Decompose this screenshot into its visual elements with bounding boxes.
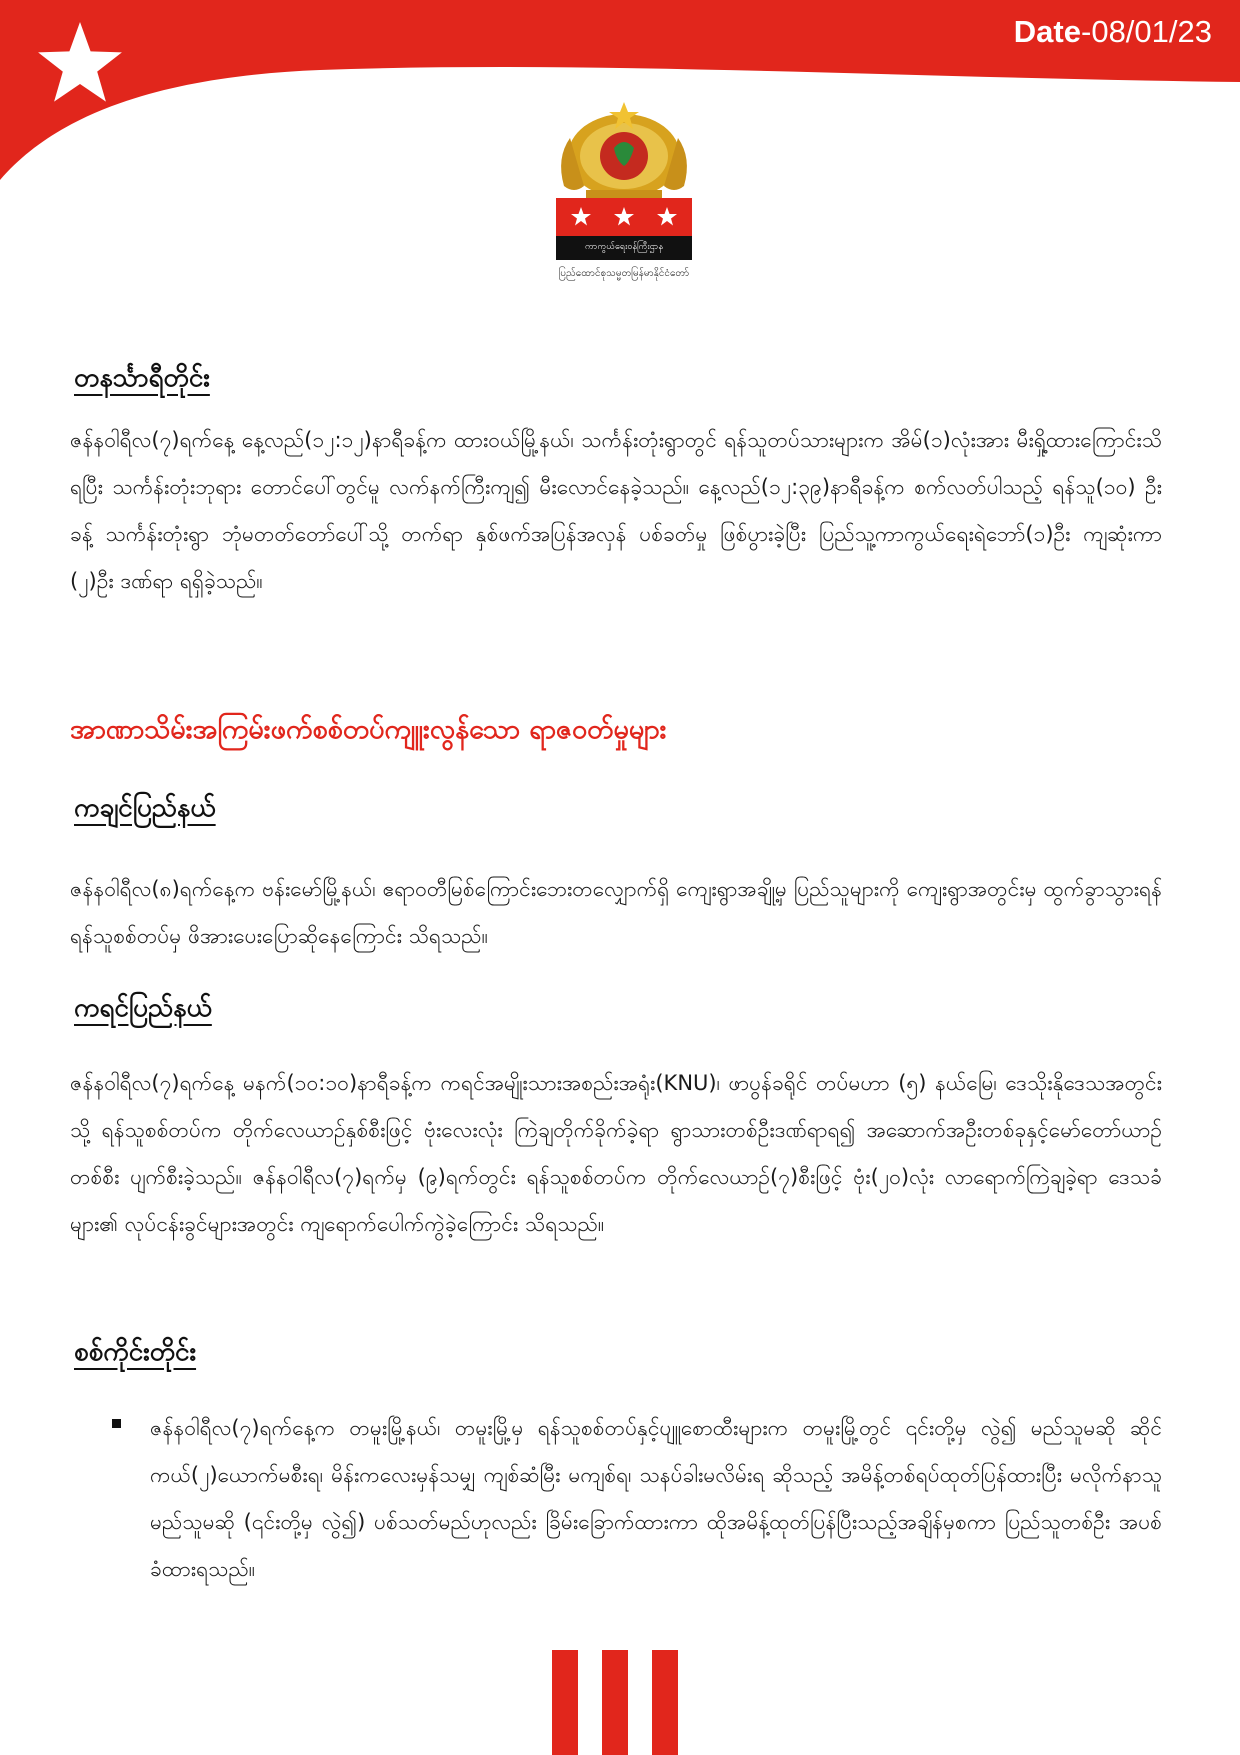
heading-karen: ကရင်ပြည်နယ် [74, 993, 212, 1023]
date-label: Date [1013, 14, 1081, 49]
violations-title: အာဏာသိမ်းအကြမ်းဖက်စစ်တပ်ကျူးလွန်သော ရာဇဝတ်မှုများ [70, 714, 667, 745]
paragraph-karen: ဇန်နဝါရီလ(၇)ရက်နေ့ မနက်(၁၀:၁၀)နာရီခန့်က ကရင်အမျိုးသားအစည်းအရုံး(KNU)၊ ဖာပွန်ခရိုင် တပ်မဟာ (၅) နယ်မြေ၊ ဒေသိုးနိုဒေသအတွင်းသို့ ရန်သူစစ်တပ်က တိုက်လေယာဉ်နှစ်စီးဖြင့် ဗုံးလေးလုံး ကြဲချတိုက်ခိုက်ခဲ့ရာ ရွာသားတစ်ဦးဒဏ်ရာရ၍ အဆောက်အဦးတစ်ခုနှင့်မော်တော်ယာဉ်တစ်စီး ပျက်စီးခဲ့သည်။ ဇန်နဝါရီလ(၇)ရက်မှ (၉)ရက်တွင်း ရန်သူစစ်တပ်က တိုက်လေယာဉ်(၇)စီးဖြင့် ဗုံး(၂၀)လုံး လာရောက်ကြဲချခဲ့ရာ ဒေသခံများ၏ လုပ်ငန်းခွင်များအတွင်း ကျရောက်ပေါက်ကွဲခဲ့ကြောင်း သိရသည်။ [70, 1071, 1162, 1236]
bullet-icon [112, 1419, 121, 1428]
document-date [1014, 14, 1212, 50]
footer-bars [552, 1650, 678, 1755]
paragraph-kachin: ဇန်နဝါရီလ(၈)ရက်နေ့က ဗန်းမော်မြို့နယ်၊ ဧရာဝတီမြစ်ကြောင်းဘေးတလျှောက်ရှိ ကျေးရွာအချို့မှ ပြည်သူများကို ကျေးရွာအတွင်းမှ ထွက်ခွာသွားရန် ရန်သူစစ်တပ်မှ ဖိအားပေးပြောဆိုနေကြောင်း သိရသည်။ [70, 877, 1162, 948]
list-item [112, 1405, 1162, 1593]
emblem-caption: ပြည်ထောင်စုသမ္မတမြန်မာနိုင်ငံတော် [558, 268, 690, 279]
heading-sagaing: စစ်ကိုင်းတိုင်း [74, 1337, 197, 1367]
emblem-band-text: ကာကွယ်ရေးဝန်ကြီးဌာန [584, 242, 664, 252]
heading-kachin: ကချင်ပြည်နယ် [74, 793, 216, 823]
footer-bar [652, 1650, 678, 1755]
heading-tanintharyi: တနင်္သာရီတိုင်း [74, 363, 210, 393]
footer-bar [552, 1650, 578, 1755]
state-seal-icon [544, 98, 704, 288]
footer-bar [602, 1650, 628, 1755]
date-value: -08/01/23 [1081, 14, 1212, 49]
bullet-text-sagaing: ဇန်နဝါရီလ(၇)ရက်နေ့က တမူးမြို့နယ်၊ တမူးမြို့မှ ရန်သူစစ်တပ်နှင့်ပျူစောထီးများက တမူးမြို့တွင် ၎င်းတို့မှ လွဲ၍ မည်သူမဆို ဆိုင်ကယ်(၂)ယောက်မစီးရ၊ မိန်းကလေးမှန်သမျှ ကျစ်ဆံမြီး မကျစ်ရ၊ သနပ်ခါးမလိမ်းရ ဆိုသည့် အမိန့်တစ်ရပ်ထုတ်ပြန်ထားပြီး မလိုက်နာသူမည်သူမဆို (၎င်းတို့မှ လွဲ၍) ပစ်သတ်မည်ဟုလည်း ခြိမ်းခြောက်ထားကာ ထိုအမိန့်ထုတ်ပြန်ပြီးသည့်အချိန်မှစကာ ပြည်သူတစ်ဦး အပစ်ခံထားရသည်။ [150, 1416, 1162, 1581]
paragraph-tanintharyi: ဇန်နဝါရီလ(၇)ရက်နေ့ နေ့လည်(၁၂:၁၂)နာရီခန့်က ထားဝယ်မြို့နယ်၊ သင်္ကန်းတုံးရွာတွင် ရန်သူတပ်သားများက အိမ်(၁)လုံးအား မီးရှို့ထားကြောင်းသိရပြီး သင်္ကန်းတုံးဘုရား တောင်ပေါ်တွင်မူ လက်နက်ကြီးကျ၍ မီးလောင်နေခဲ့သည်။ နေ့လည်(၁၂:၃၉)နာရီခန့်က စက်လတ်ပါသည့် ရန်သူ(၁၀) ဦးခန့် သင်္ကန်းတုံးရွာ ဘုံမတတ်တော်ပေါ်သို့ တက်ရာ နှစ်ဖက်အပြန်အလှန် ပစ်ခတ်မှု ဖြစ်ပွားခဲ့ပြီး ပြည်သူ့ကာကွယ်ရေးရဲဘော်(၁)ဦး ကျဆုံးကာ (၂)ဦး ဒဏ်ရာ ရရှိခဲ့သည်။ [70, 428, 1162, 593]
